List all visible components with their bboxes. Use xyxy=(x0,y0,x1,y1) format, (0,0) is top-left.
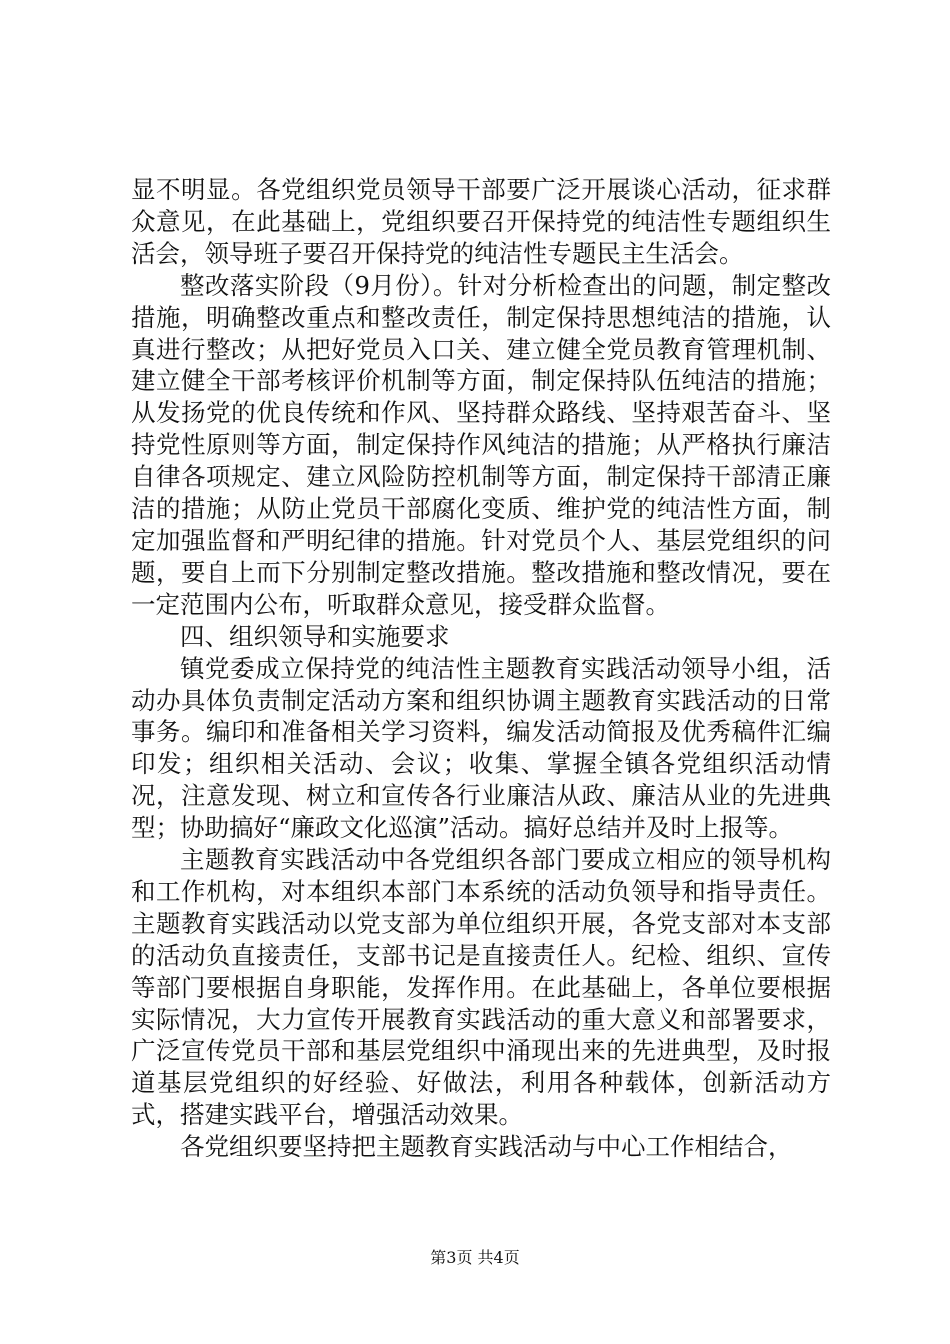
section-heading-organization: 四、组织领导和实施要求 xyxy=(180,621,450,651)
paragraph-continuation: 显不明显。各党组织党员领导干部要广泛开展谈心活动，征求群众意见，在此基础上，党组织要召开保持党的纯洁性专题组织生活会，领导班子要召开保持党的纯洁性专题民主生活会。 xyxy=(131,175,831,268)
paragraph-leading-group: 镇党委成立保持党的纯洁性主题教育实践活动领导小组，活动办具体负责制定活动方案和组织协调主题教育实践活动的日常事务。编印和准备相关学习资料，编发活动简报及优秀稿件汇编印发；组织相关活动、会议；收集、掌握全镇各党组织活动情况，注意发现、树立和宣传各行业廉洁从政、廉洁从业的先进典型；协助搞好“廉政文化巡演”活动。搞好总结并及时上报等。 xyxy=(131,653,831,843)
document-body xyxy=(131,174,831,1163)
page-footer xyxy=(0,1248,950,1268)
paragraph-responsibilities: 主题教育实践活动中各党组织各部门要成立相应的领导机构和工作机构，对本组织本部门本系统的活动负领导和指导责任。主题教育实践活动以党支部为单位组织开展，各党支部对本支部的活动负直接责任，支部书记是直接责任人。纪检、组织、宣传等部门要根据自身职能，发挥作用。在此基础上，各单位要根据实际情况，大力宣传开展教育实践活动的重大意义和部署要求，广泛宣传党员干部和基层党组织中涌现出来的先进典型，及时报道基层党组织的好经验、好做法，利用各种载体，创新活动方式，搭建实践平台，增强活动效果。 xyxy=(131,845,831,1130)
paragraph-integration: 各党组织要坚持把主题教育实践活动与中心工作相结合， xyxy=(180,1132,793,1162)
page-number-label: 第3页 共4页 xyxy=(430,1248,520,1267)
paragraph-rectification-stage: 整改落实阶段（9月份）。针对分析检查出的问题，制定整改措施，明确整改重点和整改责任，制定保持思想纯洁的措施，认真进行整改；从把好党员入口关、建立健全党员教育管理机制、建立健全干部考核评价机制等方面，制定保持队伍纯洁的措施；从发扬党的优良传统和作风、坚持群众路线、坚持艰苦奋斗、坚持党性原则等方面，制定保持作风纯洁的措施；从严格执行廉洁自律各项规定、建立风险防控机制等方面，制定保持干部清正廉洁的措施；从防止党员干部腐化变质、维护党的纯洁性方面，制定加强监督和严明纪律的措施。针对党员个人、基层党组织的问题，要自上而下分别制定整改措施。整改措施和整改情况，要在一定范围内公布，听取群众意见，接受群众监督。 xyxy=(131,270,831,619)
